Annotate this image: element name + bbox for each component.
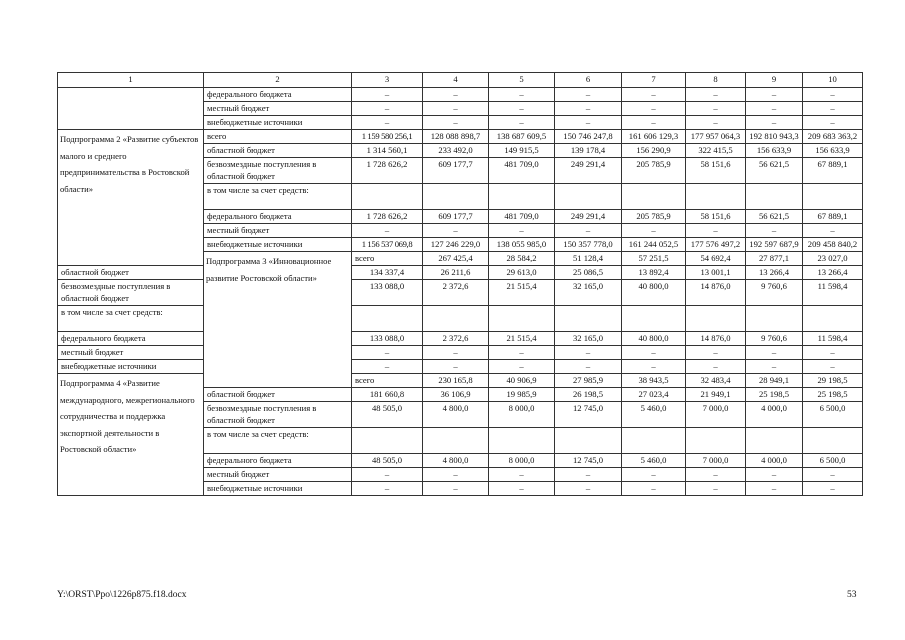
amount-cell: 8 000,0 bbox=[489, 454, 555, 468]
funding-source: местный бюджет bbox=[58, 346, 204, 360]
amount-cell: – bbox=[352, 482, 423, 496]
subprogram-name: Подпрограмма 4 «Развитие международного, межрегионального сотрудничества и поддержка экспортной деятельности в Ростовской области» bbox=[58, 374, 204, 496]
amount-cell: – bbox=[423, 88, 489, 102]
amount-cell bbox=[686, 306, 746, 332]
amount-cell bbox=[746, 184, 803, 210]
table-row bbox=[58, 306, 863, 332]
amount-cell: – bbox=[803, 116, 863, 130]
amount-cell: – bbox=[423, 102, 489, 116]
amount-cell bbox=[352, 184, 423, 210]
column-number-header: 10 bbox=[803, 73, 863, 88]
amount-cell: – bbox=[489, 224, 555, 238]
amount-cell: 127 246 229,0 bbox=[423, 238, 489, 252]
footer-file-path: Y:\ORST\Ppo\1226p875.f18.docx bbox=[57, 590, 187, 600]
funding-source: безвозмездные поступления в областной бюджет bbox=[204, 158, 352, 184]
amount-cell: 29 198,5 bbox=[803, 374, 863, 388]
funding-source: внебюджетные источники bbox=[204, 238, 352, 252]
amount-cell: 6 500,0 bbox=[803, 454, 863, 468]
amount-cell: – bbox=[686, 102, 746, 116]
amount-cell: – bbox=[803, 482, 863, 496]
amount-cell: 27 023,4 bbox=[622, 388, 686, 402]
amount-cell: 56 621,5 bbox=[746, 158, 803, 184]
amount-cell bbox=[489, 306, 555, 332]
funding-source: областной бюджет bbox=[204, 388, 352, 402]
amount-cell: 5 460,0 bbox=[622, 402, 686, 428]
funding-source: в том числе за счет средств: bbox=[204, 184, 352, 210]
amount-cell: – bbox=[803, 346, 863, 360]
amount-cell: 13 266,4 bbox=[803, 266, 863, 280]
amount-cell: – bbox=[746, 360, 803, 374]
amount-cell: 27 877,1 bbox=[746, 252, 803, 266]
amount-cell bbox=[686, 428, 746, 454]
subprogram-name: Подпрограмма 2 «Развитие субъектов малого и среднего предпринимательства в Ростовской области» bbox=[58, 130, 204, 266]
amount-cell bbox=[686, 184, 746, 210]
amount-cell: 25 198,5 bbox=[746, 388, 803, 402]
amount-cell bbox=[423, 306, 489, 332]
amount-cell bbox=[352, 306, 423, 332]
amount-cell: 7 000,0 bbox=[686, 402, 746, 428]
amount-cell: 4 000,0 bbox=[746, 454, 803, 468]
amount-cell: 5 460,0 bbox=[622, 454, 686, 468]
amount-cell: 9 760,6 bbox=[746, 332, 803, 346]
amount-cell: – bbox=[803, 224, 863, 238]
amount-cell: – bbox=[746, 224, 803, 238]
amount-cell: – bbox=[555, 482, 622, 496]
amount-cell: – bbox=[803, 360, 863, 374]
amount-cell: – bbox=[352, 360, 423, 374]
amount-cell: 322 415,5 bbox=[686, 144, 746, 158]
amount-cell: – bbox=[423, 346, 489, 360]
amount-cell: 133 088,0 bbox=[352, 332, 423, 346]
amount-cell: 156 290,9 bbox=[622, 144, 686, 158]
amount-cell: 1 159 580 256,1 bbox=[352, 130, 423, 144]
column-number-header: 3 bbox=[352, 73, 423, 88]
amount-cell: – bbox=[423, 482, 489, 496]
amount-cell bbox=[489, 184, 555, 210]
amount-cell: 48 505,0 bbox=[352, 454, 423, 468]
amount-cell: 67 889,1 bbox=[803, 210, 863, 224]
amount-cell: 38 943,5 bbox=[622, 374, 686, 388]
amount-cell bbox=[423, 428, 489, 454]
amount-cell: 205 785,9 bbox=[622, 158, 686, 184]
amount-cell: 32 483,4 bbox=[686, 374, 746, 388]
funding-source: федерального бюджета bbox=[204, 210, 352, 224]
amount-cell: – bbox=[622, 360, 686, 374]
amount-cell: 181 660,8 bbox=[352, 388, 423, 402]
amount-cell: – bbox=[803, 102, 863, 116]
amount-cell: 249 291,4 bbox=[555, 210, 622, 224]
amount-cell: 138 687 609,5 bbox=[489, 130, 555, 144]
amount-cell: 67 889,1 bbox=[803, 158, 863, 184]
column-number-header: 4 bbox=[423, 73, 489, 88]
amount-cell: – bbox=[746, 468, 803, 482]
amount-cell: 56 621,5 bbox=[746, 210, 803, 224]
amount-cell: 9 760,6 bbox=[746, 280, 803, 306]
amount-cell: 133 088,0 bbox=[352, 280, 423, 306]
table-row bbox=[58, 88, 863, 102]
amount-cell: 11 598,4 bbox=[803, 280, 863, 306]
amount-cell: 481 709,0 bbox=[489, 158, 555, 184]
funding-source: в том числе за счет средств: bbox=[58, 306, 204, 332]
amount-cell: – bbox=[352, 468, 423, 482]
funding-source: в том числе за счет средств: bbox=[204, 428, 352, 454]
amount-cell: 25 086,5 bbox=[555, 266, 622, 280]
amount-cell: 54 692,4 bbox=[686, 252, 746, 266]
amount-cell: – bbox=[555, 102, 622, 116]
amount-cell: 13 001,1 bbox=[686, 266, 746, 280]
column-number-header: 5 bbox=[489, 73, 555, 88]
amount-cell: 21 515,4 bbox=[489, 280, 555, 306]
amount-cell: – bbox=[686, 468, 746, 482]
amount-cell: 6 500,0 bbox=[803, 402, 863, 428]
amount-cell: 28 584,2 bbox=[489, 252, 555, 266]
amount-cell: 8 000,0 bbox=[489, 402, 555, 428]
amount-cell: 29 613,0 bbox=[489, 266, 555, 280]
amount-cell: 23 027,0 bbox=[803, 252, 863, 266]
amount-cell: 609 177,7 bbox=[423, 158, 489, 184]
amount-cell bbox=[622, 428, 686, 454]
amount-cell: 26 211,6 bbox=[423, 266, 489, 280]
funding-source: местный бюджет bbox=[204, 224, 352, 238]
amount-cell: 21 949,1 bbox=[686, 388, 746, 402]
amount-cell: – bbox=[555, 346, 622, 360]
amount-cell: – bbox=[622, 116, 686, 130]
amount-cell: 21 515,4 bbox=[489, 332, 555, 346]
amount-cell: 40 800,0 bbox=[622, 280, 686, 306]
amount-cell: 12 745,0 bbox=[555, 454, 622, 468]
amount-cell: – bbox=[423, 224, 489, 238]
amount-cell: – bbox=[423, 468, 489, 482]
funding-source: безвозмездные поступления в областной бюджет bbox=[58, 280, 204, 306]
amount-cell: 138 055 985,0 bbox=[489, 238, 555, 252]
amount-cell: – bbox=[555, 116, 622, 130]
amount-cell: 12 745,0 bbox=[555, 402, 622, 428]
column-number-header: 1 bbox=[58, 73, 204, 88]
amount-cell: – bbox=[352, 224, 423, 238]
funding-source: областной бюджет bbox=[204, 144, 352, 158]
table-row bbox=[58, 346, 863, 360]
amount-cell: – bbox=[803, 468, 863, 482]
amount-cell: – bbox=[352, 346, 423, 360]
amount-cell: 209 683 363,2 bbox=[803, 130, 863, 144]
amount-cell: – bbox=[555, 360, 622, 374]
funding-source: местный бюджет bbox=[204, 102, 352, 116]
amount-cell: 205 785,9 bbox=[622, 210, 686, 224]
amount-cell: 4 000,0 bbox=[746, 402, 803, 428]
amount-cell: – bbox=[622, 346, 686, 360]
amount-cell: 13 892,4 bbox=[622, 266, 686, 280]
amount-cell: 267 425,4 bbox=[423, 252, 489, 266]
amount-cell: – bbox=[746, 102, 803, 116]
amount-cell: 58 151,6 bbox=[686, 158, 746, 184]
amount-cell: 2 372,6 bbox=[423, 332, 489, 346]
column-number-header: 8 bbox=[686, 73, 746, 88]
amount-cell: – bbox=[622, 224, 686, 238]
amount-cell bbox=[555, 184, 622, 210]
amount-cell: 51 128,4 bbox=[555, 252, 622, 266]
table-row bbox=[58, 332, 863, 346]
amount-cell: 192 597 687,9 bbox=[746, 238, 803, 252]
amount-cell: – bbox=[489, 482, 555, 496]
amount-cell: 2 372,6 bbox=[423, 280, 489, 306]
amount-cell: – bbox=[352, 116, 423, 130]
amount-cell: – bbox=[686, 224, 746, 238]
amount-cell: 149 915,5 bbox=[489, 144, 555, 158]
amount-cell: 4 800,0 bbox=[423, 402, 489, 428]
amount-cell: – bbox=[555, 224, 622, 238]
table-row bbox=[58, 280, 863, 306]
funding-source: федерального бюджета bbox=[58, 332, 204, 346]
amount-cell: 25 198,5 bbox=[803, 388, 863, 402]
amount-cell: 7 000,0 bbox=[686, 454, 746, 468]
amount-cell: – bbox=[352, 88, 423, 102]
amount-cell bbox=[803, 184, 863, 210]
amount-cell: – bbox=[746, 116, 803, 130]
budget-table bbox=[57, 72, 863, 496]
amount-cell bbox=[746, 306, 803, 332]
amount-cell: 609 177,7 bbox=[423, 210, 489, 224]
amount-cell bbox=[423, 184, 489, 210]
table-row bbox=[58, 266, 863, 280]
amount-cell: 32 165,0 bbox=[555, 332, 622, 346]
funding-source: федерального бюджета bbox=[204, 454, 352, 468]
amount-cell: – bbox=[489, 468, 555, 482]
amount-cell: – bbox=[489, 116, 555, 130]
amount-cell: – bbox=[686, 482, 746, 496]
amount-cell: – bbox=[686, 88, 746, 102]
funding-source: внебюджетные источники bbox=[204, 482, 352, 496]
subprogram-name: Подпрограмма 3 «Инновационное развитие Ростовской области» bbox=[204, 252, 352, 388]
amount-cell: – bbox=[489, 346, 555, 360]
amount-cell bbox=[803, 428, 863, 454]
amount-cell: – bbox=[489, 102, 555, 116]
table-row bbox=[58, 130, 863, 144]
amount-cell: – bbox=[423, 360, 489, 374]
amount-cell: 161 244 052,5 bbox=[622, 238, 686, 252]
amount-cell: 161 606 129,3 bbox=[622, 130, 686, 144]
amount-cell: 1 314 560,1 bbox=[352, 144, 423, 158]
amount-cell bbox=[746, 428, 803, 454]
amount-cell: 150 746 247,8 bbox=[555, 130, 622, 144]
amount-cell: – bbox=[803, 88, 863, 102]
amount-cell: – bbox=[686, 116, 746, 130]
amount-cell: 28 949,1 bbox=[746, 374, 803, 388]
amount-cell: – bbox=[555, 88, 622, 102]
amount-cell: 26 198,5 bbox=[555, 388, 622, 402]
amount-cell: – bbox=[489, 88, 555, 102]
table-row bbox=[58, 374, 863, 388]
funding-source: областной бюджет bbox=[58, 266, 204, 280]
amount-cell bbox=[622, 184, 686, 210]
amount-cell: 40 800,0 bbox=[622, 332, 686, 346]
amount-cell: – bbox=[686, 346, 746, 360]
amount-cell: 1 156 537 069,8 bbox=[352, 238, 423, 252]
amount-cell: 11 598,4 bbox=[803, 332, 863, 346]
amount-cell: 249 291,4 bbox=[555, 158, 622, 184]
amount-cell: – bbox=[622, 88, 686, 102]
funding-source: всего bbox=[352, 252, 423, 266]
amount-cell: 14 876,0 bbox=[686, 280, 746, 306]
amount-cell: 177 576 497,2 bbox=[686, 238, 746, 252]
header-row bbox=[58, 73, 863, 88]
amount-cell: 1 728 626,2 bbox=[352, 210, 423, 224]
amount-cell: – bbox=[746, 346, 803, 360]
column-number-header: 2 bbox=[204, 73, 352, 88]
amount-cell: 27 985,9 bbox=[555, 374, 622, 388]
amount-cell bbox=[555, 306, 622, 332]
amount-cell: 40 906,9 bbox=[489, 374, 555, 388]
amount-cell bbox=[622, 306, 686, 332]
amount-cell: – bbox=[555, 468, 622, 482]
table-row bbox=[58, 360, 863, 374]
amount-cell bbox=[352, 428, 423, 454]
page-number: 53 bbox=[847, 590, 857, 600]
amount-cell: 156 633,9 bbox=[803, 144, 863, 158]
amount-cell: 481 709,0 bbox=[489, 210, 555, 224]
amount-cell: 192 810 943,3 bbox=[746, 130, 803, 144]
amount-cell: 150 357 778,0 bbox=[555, 238, 622, 252]
amount-cell bbox=[489, 428, 555, 454]
column-number-header: 9 bbox=[746, 73, 803, 88]
amount-cell bbox=[803, 306, 863, 332]
amount-cell: 128 088 898,7 bbox=[423, 130, 489, 144]
amount-cell: – bbox=[489, 360, 555, 374]
amount-cell: – bbox=[622, 102, 686, 116]
table-body bbox=[58, 73, 863, 496]
amount-cell: – bbox=[352, 102, 423, 116]
amount-cell: 36 106,9 bbox=[423, 388, 489, 402]
amount-cell: 13 266,4 bbox=[746, 266, 803, 280]
amount-cell: – bbox=[622, 468, 686, 482]
funding-source: внебюджетные источники bbox=[204, 116, 352, 130]
funding-source: всего bbox=[204, 130, 352, 144]
amount-cell: 177 957 064,3 bbox=[686, 130, 746, 144]
amount-cell: – bbox=[622, 482, 686, 496]
funding-source: местный бюджет bbox=[204, 468, 352, 482]
amount-cell: 134 337,4 bbox=[352, 266, 423, 280]
amount-cell: 58 151,6 bbox=[686, 210, 746, 224]
amount-cell: 230 165,8 bbox=[423, 374, 489, 388]
amount-cell: – bbox=[423, 116, 489, 130]
funding-source: всего bbox=[352, 374, 423, 388]
amount-cell: 19 985,9 bbox=[489, 388, 555, 402]
column-number-header: 6 bbox=[555, 73, 622, 88]
funding-source: внебюджетные источники bbox=[58, 360, 204, 374]
amount-cell: 209 458 840,2 bbox=[803, 238, 863, 252]
amount-cell: 1 728 626,2 bbox=[352, 158, 423, 184]
column-number-header: 7 bbox=[622, 73, 686, 88]
amount-cell: 57 251,5 bbox=[622, 252, 686, 266]
amount-cell: – bbox=[746, 88, 803, 102]
subprogram-name bbox=[58, 88, 204, 130]
amount-cell: 4 800,0 bbox=[423, 454, 489, 468]
amount-cell: 14 876,0 bbox=[686, 332, 746, 346]
funding-source: безвозмездные поступления в областной бюджет bbox=[204, 402, 352, 428]
amount-cell: 32 165,0 bbox=[555, 280, 622, 306]
amount-cell: 139 178,4 bbox=[555, 144, 622, 158]
amount-cell: 48 505,0 bbox=[352, 402, 423, 428]
amount-cell: – bbox=[746, 482, 803, 496]
funding-source: федерального бюджета bbox=[204, 88, 352, 102]
amount-cell: 233 492,0 bbox=[423, 144, 489, 158]
amount-cell bbox=[555, 428, 622, 454]
amount-cell: 156 633,9 bbox=[746, 144, 803, 158]
amount-cell: – bbox=[686, 360, 746, 374]
